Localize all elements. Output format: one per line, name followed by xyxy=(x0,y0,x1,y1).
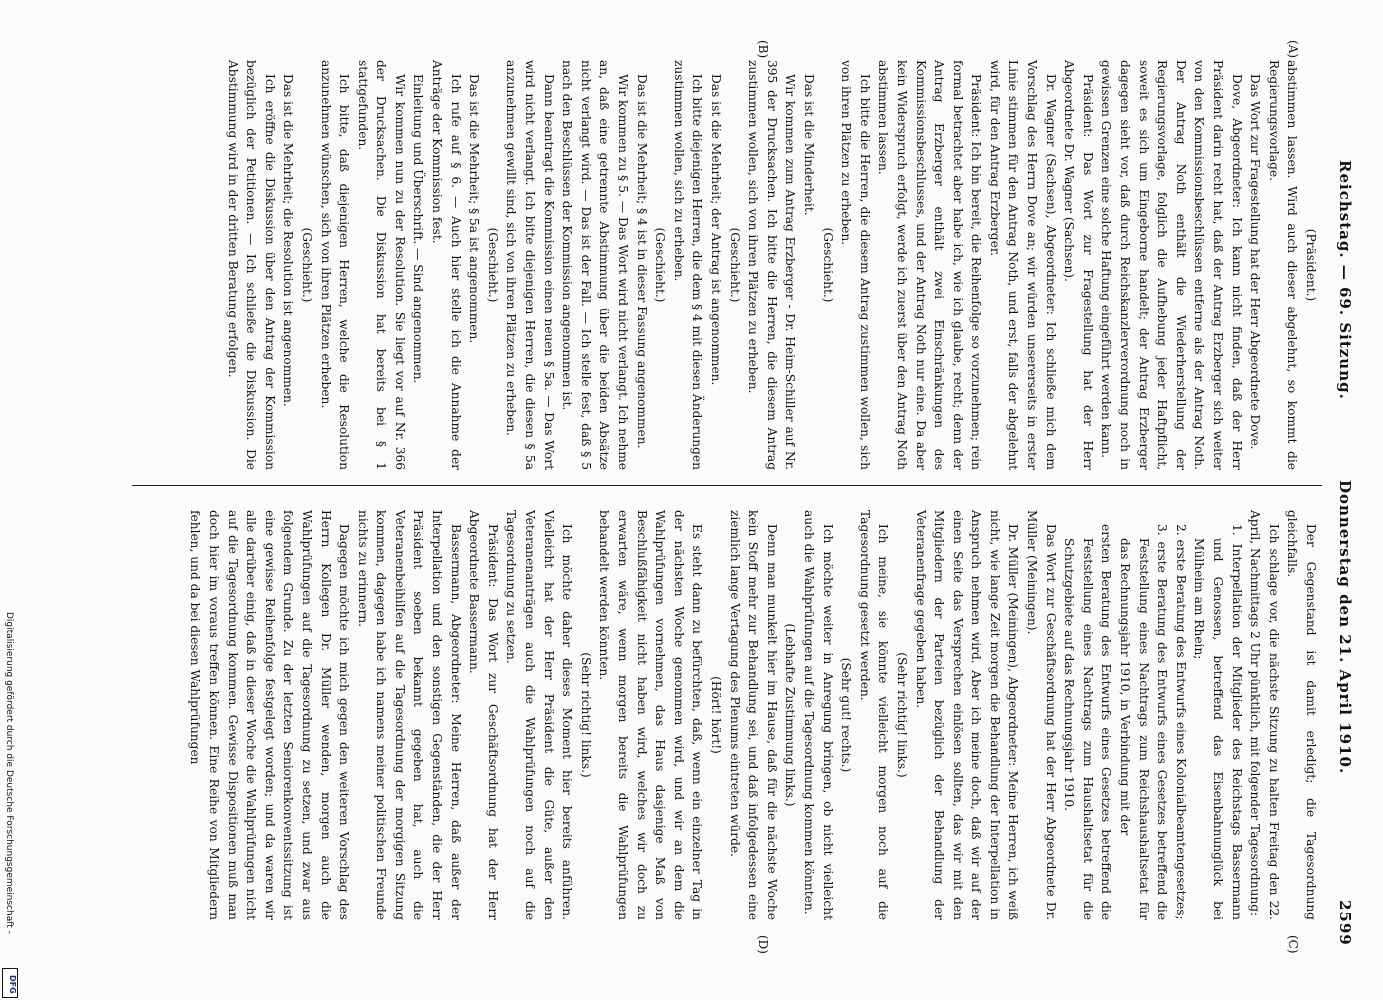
paragraph: Ich schlage vor, die nächste Sitzung zu halten Freitag den 22. April, Nachmittags 2 Uhr pünktlich, mit folgender Tagesordnung: xyxy=(1248,510,1281,920)
speaker-paragraph: Präsident: Das Wort zur Fragestellung hat der Herr Abgeordnete Dr. Wagner (Sachsen). xyxy=(1062,60,1095,470)
paragraph: Der Gegenstand ist damit erledigt; die Tagesordnung gleichfalls. xyxy=(1285,510,1318,920)
paragraph: Einleitung und Überschrift. — Sind angenommen. xyxy=(411,74,426,384)
stage-direction: (Sehr richtig! links.) xyxy=(578,652,593,778)
margin-marker-b: (B) xyxy=(756,40,770,59)
page-header xyxy=(1326,40,1360,970)
paragraph: Denn man munkelt hier im Hause, daß für die nächste Woche kein Stoff mehr zur Behandlung sei, und daß infolgedessen eine ziemlich lange Vertagung des Plenums eintreten würde. xyxy=(727,510,779,920)
paragraph: Das ist die Mehrheit; die Resolution ist angenommen. xyxy=(281,74,296,407)
header-date: Donnerstag den 21. April 1910. xyxy=(1336,480,1354,775)
header-left: Reichstag. — 69. Sitzung. xyxy=(1336,160,1354,400)
column-divider xyxy=(132,485,1322,486)
paragraph: Das ist die Mehrheit; § 4 ist in dieser Fassung angenommen. xyxy=(634,74,649,449)
stage-direction: (Sehr richtig! links.) xyxy=(894,652,909,778)
margin-marker-d: (D) xyxy=(756,935,770,954)
stage-direction: (Geschieht.) xyxy=(299,227,314,303)
paragraph: Es steht dann zu befürchten, daß, wenn ein einzelner Tag in der nächsten Woche genommen wird, und wir an dem die Wahlprüfungen vornehmen, das Haus dasjenige Maß von Beschlußfähigkeit nicht haben wird, welches wir doch zu erwarten wäre, wenn morgen bereits die Wahlprüfungen behandelt werden könnten. xyxy=(597,510,705,920)
speaker-paragraph: Dove, Abgeordneter: Ich kann nicht finden, daß der Herr Präsident darin recht hat, daß der Antrag Erzberger sich weiter von den Kommissionsbeschlüssen entferne als der Antrag Noth. Der Antrag Noth enthält die Wiederherstellung der Regierungsvorlage, folglich die Aufhebung jeder Haftpflicht, soweit es sich um Eingeborne handelt; der Antrag Erzberger dagegen sieht vor, daß durch Reichskanzlerverordnung noch in gewissen Grenzen eine solche Haftung eingeführt werden kann. xyxy=(1099,60,1244,470)
dfg-logo xyxy=(2,968,18,998)
paragraph: Ich bitte die Herren, die diesem Antrag zustimmen wollen, sich von ihren Plätzen zu erheben. xyxy=(839,60,872,470)
speaker-paragraph: Präsident: Das Wort zur Geschäftsordnung hat der Herr Abgeordnete Bassermann. xyxy=(467,510,500,920)
paragraph: (Präsident.) xyxy=(1304,228,1318,302)
stage-direction: (Lebhafte Zustimmung links.) xyxy=(783,623,798,807)
margin-marker-c: (C) xyxy=(1286,935,1300,954)
paragraph: Wir kommen zum Antrag Erzberger - Dr. Heim-Schiller auf Nr. 395 der Drucksachen. Ich bitte die Herren, die diesem Antrag zustimmen wollen, sich von ihren Plätzen zu erheben. xyxy=(746,60,798,470)
paragraph: Dagegen möchte ich mich gegen den weiteren Vorschlag des Herrn Kollegen Dr. Müller wenden, morgen auch die Wahlprüfungen auf die Tagesordnung zu setzen, und zwar aus folgendem Grunde. Zu der letzten Seniorenkonventssitzung ist eine gewisse Reihenfolge festgelegt worden; und da waren wir alle darüber einig, daß in dieser Woche die Wahlprüfungen nicht auf die Tagesordnung kommen. Gewisse Dispositionen muß man doch hier im voraus treffen können. Eine Reihe von Mitgliedern fehlen, und da bei diesen Wahlprüfungen xyxy=(188,510,352,920)
paragraph: Ich meine, sie könnte vielleicht morgen noch auf die Tagesordnung gesetzt werden. xyxy=(857,510,891,920)
agenda-item: 1. Interpellation der Mitglieder des Reichstags Bassermann und Genossen, betreffend das Eisenbahnunglück bei Mülheim am Rhein; xyxy=(1192,524,1244,920)
paragraph: Dann beantragt die Kommission einen neuen § 5a. — Das Wort wird nicht verlangt. Ich bitte diejenigen Herren, die diesen § 5a anzunehmen gewillt sind, sich von ihren Plätzen zu erheben. xyxy=(504,60,556,470)
stage-direction: (Geschieht.) xyxy=(820,227,835,303)
stage-direction: (Sehr gut! rechts.) xyxy=(839,657,854,773)
paragraph: Ich bitte diejenigen Herren, die dem § 4 mit diesen Änderungen zustimmen wollen, sich zu erheben. xyxy=(671,60,705,470)
speaker-paragraph: Dr. Müller (Meiningen), Abgeordneter: Meine Herren, ich weiß nicht, wie lange Zeit morgen die Behandlung der Interpellation in Anspruch nehmen wird. Aber ich meine doch, daß wir auf der einen Seite das Versprechen einlösen sollten, das wir mit den Mitgliedern der Parteien bezüglich der Behandlung der Veteranenfrage gegeben haben. xyxy=(913,510,1021,920)
speaker-paragraph: Bassermann, Abgeordneter: Meine Herren, daß außer der Interpellation und den sonstigen Gegenständen, die der Herr Präsident soeben bekannt gegeben hat, auch die Veteranenbeihilfen auf die Tagesordnung der morgigen Sitzung kommen, dagegen habe ich namens meiner politischen Freunde nichts zu erinnern. xyxy=(355,510,463,920)
paragraph: Ich möchte weiter in Anregung bringen, ob nicht vielleicht auch die Wahlprüfungen auf die Tagesordnung kommen könnten. xyxy=(801,510,835,920)
stage-direction: (Geschieht.) xyxy=(485,227,500,303)
paragraph: Ich eröffne die Diskussion über den Antrag der Kommission bezüglich der Petitionen. — Ich schließe die Diskussion. Die Abstimmung wird in der dritten Beratung erfolgen. xyxy=(225,60,277,470)
agenda-item: 3. erste Beratung des Entwurfs eines Gesetzes betreffend die Feststellung eines Nachtrags zum Reichshaushaltsetat für das Rechnungsjahr 1910, in Verbindung mit der xyxy=(1118,524,1170,920)
stage-direction: (Geschieht.) xyxy=(653,227,668,303)
right-column xyxy=(120,510,1320,920)
paragraph: abstimmen lassen. Wird auch dieser abgelehnt, so kommt die Regierungsvorlage. xyxy=(1266,60,1300,470)
agenda-item-continued: ersten Beratung des Entwurfs eines Gesetzes betreffend die Feststellung eines Nachtrags zum Haushaltsetat für die Schutzgebiete auf das Rechnungsjahr 1910. xyxy=(1062,524,1114,920)
speaker-paragraph: Dr. Wagner (Sachsen), Abgeordneter: Ich schließe mich dem Vorschlag des Herrn Dove an; wir würden unsererseits in erster Linie stimmen für den Antrag Noth, und erst, falls der abgelehnt wird, für den Antrag Erzberger. xyxy=(987,60,1058,470)
stage-direction: (Geschieht.) xyxy=(727,227,742,303)
paragraph: Ich rufe auf § 6. — Auch hier stelle ich die Annahme der Anträge der Kommission fest. xyxy=(430,60,463,470)
paragraph: Ich möchte daher dieses Moment hier bereits anführen. Vielleicht hat der Herr Präsident die Güte, außer den Veteranenanträgen auch die Wahlprüfungen noch auf die Tagesordnung zu setzen. xyxy=(504,510,575,920)
paragraph: Das Wort zur Geschäftsordnung hat der Herr Abgeordnete Dr. Müller (Meiningen). xyxy=(1025,510,1058,920)
paragraph: Das Wort zur Fragestellung hat der Herr Abgeordnete Dove. xyxy=(1248,74,1263,450)
dfg-logo-text: DFG xyxy=(8,975,17,994)
paragraph: Das ist die Mehrheit; § 5a ist angenommen. xyxy=(467,74,482,344)
paragraph: Das ist die Mehrheit; der Antrag ist angenommen. xyxy=(709,74,723,386)
paragraph: Das ist die Minderheit. xyxy=(801,74,816,216)
margin-marker-a: (A) xyxy=(1286,40,1300,59)
paragraph: Ich bitte, daß diejenigen Herren, welche die Resolution anzunehmen wünschen, sich von ihren Plätzen erheben. xyxy=(318,60,352,470)
document-page xyxy=(20,0,1383,1000)
stage-direction: (Hört! hört!) xyxy=(709,676,723,754)
agenda-item: 2. erste Beratung des Entwurfs eines Kolonialbeamtengesetzes; xyxy=(1173,524,1188,920)
funding-notice: Digitalisierung gefördert durch die Deutsche Forschungsgemeinschaft - xyxy=(4,612,14,934)
page-number: 2599 xyxy=(1336,900,1354,946)
speaker-paragraph: Präsident: Ich bin bereit, die Reihenfolge so vorzunehmen; rein formal betrachtet aber habe ich, wie ich glaube, recht; denn der Antrag Erzberger enthält zwei Einschränkungen des Kommissionsbeschlusses, und der Antrag Noth nur eine. Da aber kein Widerspruch erfolgt, werde ich zuerst über den Antrag Noth abstimmen lassen. xyxy=(876,60,984,470)
left-column xyxy=(120,60,1320,470)
rotated-text-block xyxy=(100,40,1360,970)
paragraph: Wir kommen nun zu der Resolution. Sie liegt vor auf Nr. 366 der Drucksachen. Die Diskussion hat bereits bei § 1 stattgefunden. xyxy=(355,60,407,470)
paragraph: Wir kommen zu § 5. — Das Wort wird nicht verlangt. Ich nehme an, daß eine getrennte Abstimmung über die beiden Absätze nicht verlangt wird. — Das ist der Fall. — Ich stelle fest, daß § 5 nach den Beschlüssen der Kommission angenommen ist. xyxy=(560,60,631,470)
